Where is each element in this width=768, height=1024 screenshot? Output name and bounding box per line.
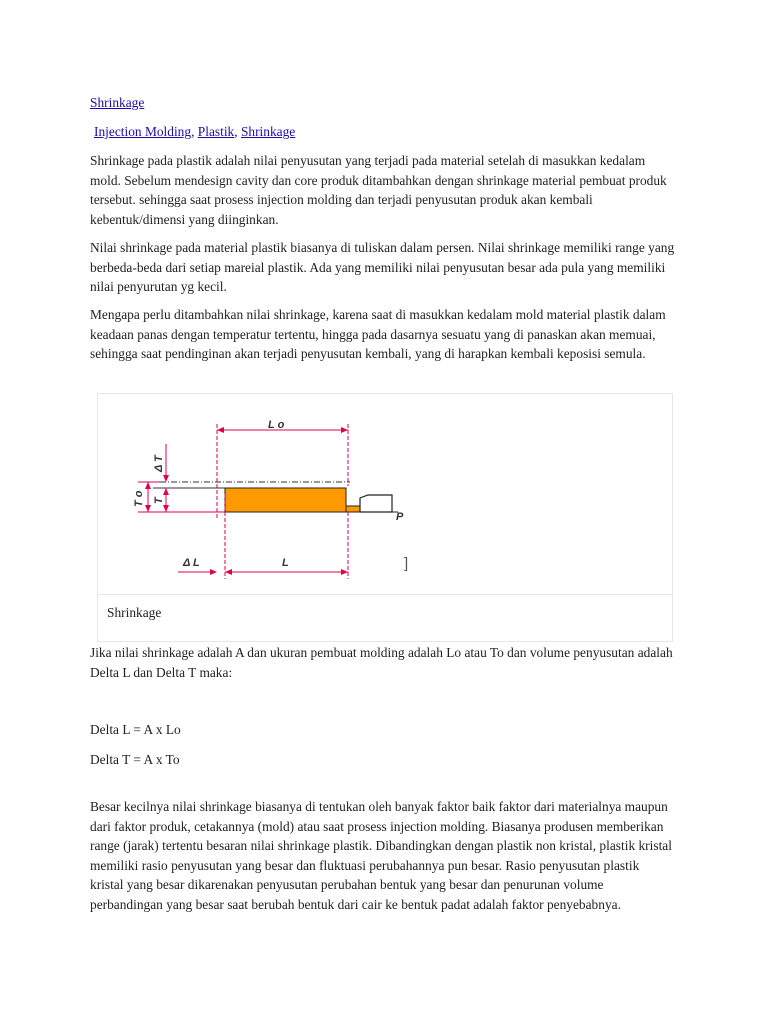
shrinkage-figure <box>97 393 673 642</box>
label-lo: L o <box>268 419 285 431</box>
paragraph-intro: Shrinkage pada plastik adalah nilai penyusutan yang terjadi pada material setelah di masukkan kedalam mold. Sebelum mendesign cavity dan core produk ditambahkan dengan shrinkage material pembuat produk tersebut. sehingga saat prosess injection molding dan terjadi penyusutan produk akan kembali kebentuk/dimensi yang diinginkan. <box>90 153 667 227</box>
paragraph-why: Mengapa perlu ditambahkan nilai shrinkage, karena saat di masukkan kedalam mold material plastik dalam keadaan panas dengan temperatur tertentu, hingga pada dasarnya sesuatu yang di panaskan akan memuai, sehingga saat pendinginan akan terjadi penyusutan kembali, yang di harapkan kembali keposisi semula. <box>90 307 666 362</box>
category-link-shrinkage[interactable]: Shrinkage <box>240 124 296 139</box>
paragraph-formula-intro: Jika nilai shrinkage adalah A dan ukuran pembuat molding adalah Lo atau To dan volume penyusutan adalah Delta L dan Delta T maka: <box>90 645 673 680</box>
category-separator: , <box>191 124 198 139</box>
category-link-plastik[interactable]: Plastik <box>197 124 235 139</box>
figure-caption: Shrinkage <box>107 605 162 620</box>
label-dl: Δ L <box>183 557 200 569</box>
label-t: T <box>153 497 165 504</box>
label-l: L <box>282 557 289 569</box>
paragraph-factors: Besar kecilnya nilai shrinkage biasanya di tentukan oleh banyak faktor baik faktor dari materialnya maupun dari faktor produk, cetakannya (mold) atau saat prosess injection molding. Biasanya produsen memberikan range (jarak) tertentu besaran nilai shrinkage plastik. Dibandingkan dengan plastik non kristal, plastik kristal memiliki rasio penyusutan yang besar dan fluktuasi perubahannya pun besar. Rasio penyusutan plastik kristal yang besar dikarenakan penyusutan perubahan bentuk yang besar dan penurunan volume perbandingan yang besar saat berubah bentuk dari cair ke bentuk padat adalah faktor penyebabnya. <box>90 799 672 912</box>
label-p: P <box>396 511 404 523</box>
shrinkage-diagram <box>98 394 672 594</box>
molded-part <box>225 488 346 512</box>
label-to: T o <box>133 490 145 507</box>
post-categories <box>94 122 295 142</box>
bracket-mark: ] <box>404 555 409 572</box>
category-separator: , <box>234 124 241 139</box>
label-dt: Δ T <box>153 455 165 472</box>
figure-divider <box>98 594 672 595</box>
post-title-link[interactable]: Shrinkage <box>90 95 145 110</box>
formula-delta-l: Delta L = A x Lo <box>90 722 181 737</box>
category-link-injection-molding[interactable]: Injection Molding <box>94 124 192 139</box>
paragraph-percent: Nilai shrinkage pada material plastik biasanya di tuliskan dalam persen. Nilai shrinkage memiliki range yang berbeda-beda dari setiap mareial plastik. Ada yang memiliki nilai penyusutan besar ada pula yang memiliki nilai penyurutan yg kecil. <box>90 240 675 295</box>
formula-delta-t: Delta T = A x To <box>90 752 180 767</box>
